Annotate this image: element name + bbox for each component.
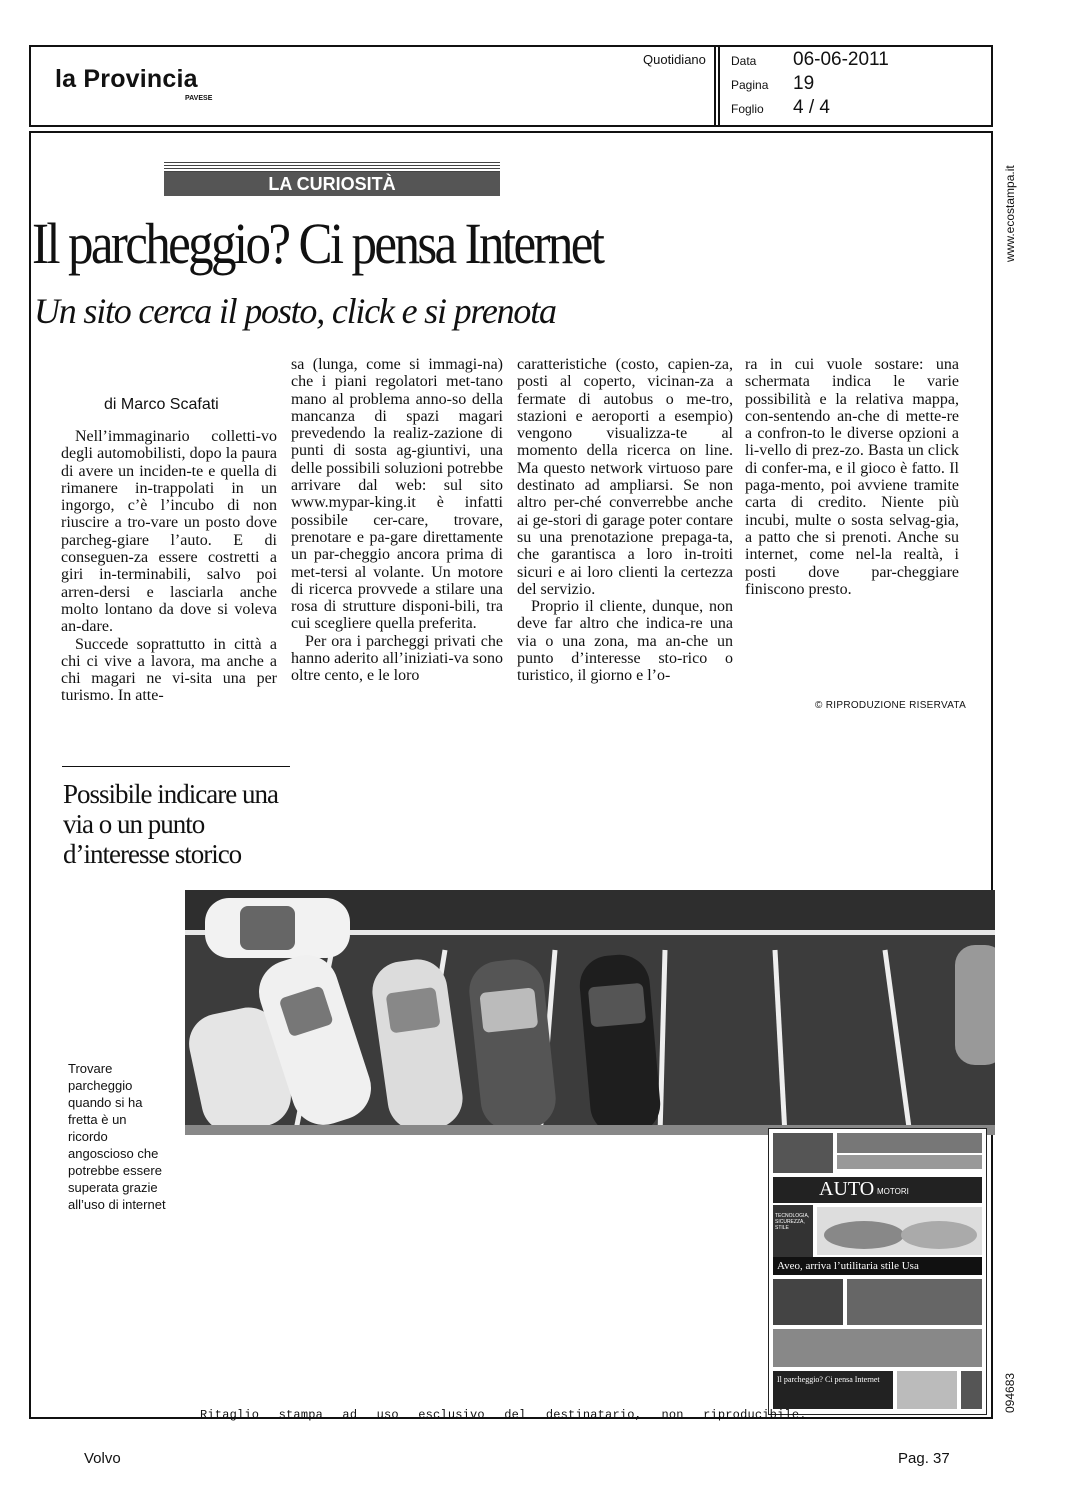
newspaper-logo: la Provincia	[55, 65, 198, 93]
sheet-label: Foglio	[731, 102, 764, 116]
paragraph: sa (lunga, come si immagi-na) che i piani regolatori met-tano mano al problema anno-so della mancanza di spazi magari prevedendo la realiz-zazione di punti di sosta ag-giuntivi, una delle possibili soluzioni potrebbe arrivare dal web: sul sito www.mypar-king.it è infatti possibile cer-care, trovare, prenotare e pa-gare direttamente un par-cheggio ancora prima di met-tersi al volante. Un motore di ricerca provvede a stilare una rosa di strutture disponi-bili, tra cui scegliere quella preferita.	[291, 356, 503, 633]
kicker-text: LA CURIOSITÀ	[260, 174, 403, 194]
column-3	[517, 356, 733, 685]
pull-quote: Possibile indicare una via o un punto d’interesse storico	[63, 779, 278, 869]
column-2	[291, 356, 503, 685]
subhead: Un sito cerca il posto, click e si prenota	[34, 291, 556, 331]
client-name: Volvo	[84, 1450, 121, 1467]
thumbnail-mini-headline: Il parcheggio? Ci pensa Internet	[777, 1375, 880, 1384]
column-4	[745, 356, 959, 598]
kicker	[164, 172, 500, 196]
parking-illustration	[185, 890, 995, 1135]
thumbnail-section: AUTO	[819, 1178, 875, 1200]
parking-photo	[185, 890, 995, 1135]
paragraph: Per ora i parcheggi privati che hanno aderito all’iniziati-va sono oltre cento, e le loro	[291, 632, 503, 685]
thumbnail-section-sub: MOTORI	[877, 1187, 909, 1196]
photo-caption: Trovare parcheggio quando si ha fretta è un ricordo angoscioso che potrebbe essere superata grazie all’uso di internet	[68, 1061, 166, 1212]
paragraph: Proprio il cliente, dunque, non deve far altro che indica-re una via o una zona, ma an-che un punto d’interesse sto-rico o turistico, il giorno e l’o-	[517, 598, 733, 685]
column-1	[61, 428, 277, 722]
thumbnail-side-title: TECNOLOGIA, SICUREZZA, STILE	[775, 1213, 810, 1231]
header-divider	[714, 47, 720, 125]
thumbnail-headline: Aveo, arriva l’utilitaria stile Usa	[777, 1260, 919, 1272]
sheet-value: 4 / 4	[793, 97, 830, 118]
paragraph: ra in cui vuole sostare: una schermata indica le varie possibilità e la relativa mappa, con-sentendo an-che di mette-re a confron-to le diverse opzioni a li-vello di prez-zo. Basta un click di confer-ma, e il gioco è fatto. Il paga-mento, poi avviene tramite carta di credito. Niente più incubi, multe o sosta selvag-gia, a patto che si prenoti. Anche su internet, come nel-la realtà, i posti dove par-cheggiare finiscono presto.	[745, 356, 959, 598]
side-url: www.ecostampa.it	[1003, 165, 1017, 262]
page-thumbnail	[768, 1128, 987, 1415]
page-label: Pagina	[731, 78, 769, 92]
pull-quote-rule	[62, 766, 290, 767]
headline: Il parcheggio? Ci pensa Internet	[32, 211, 603, 276]
side-code: 094683	[1003, 1372, 1017, 1413]
date-label: Data	[731, 54, 757, 68]
paragraph: Nell’immaginario colletti-vo degli automobilisti, dopo la paura di avere un inciden-te e quella di rimanere in-trappolati in un ingorgo, c’è l’incubo di non riuscire a tro-vare un posto dove parcheg-giare l’auto. E di conseguen-za essere costretti a giri in-terminabili, salvo poi arren-dersi e lasciarla anche molto lontano da dove si voleva an-dare.	[61, 428, 277, 636]
byline: di Marco Scafati	[104, 396, 219, 413]
page-value: 19	[793, 73, 815, 94]
paragraph: caratteristiche (costo, capien-za, posti al coperto, vicinan-za a fermate di autobus o me-tro, stazioni e aeroporti a esempio) vengono visualizza-te al momento della ricerca on line. Ma questo network virtuoso pare destinato ad ampliarsi. Se non altro per-ché converrebbe anche ai ge-stori di garage poter contare su una prenotazione prepaga-ta, che garantisca a loro in-troiti sicuri e ai loro clienti la certezza del servizio.	[517, 356, 733, 598]
paragraph: Succede soprattutto in città a chi ci vive a lavora, ma anche a chi magari ne vi-sita una per turismo. In atte-	[61, 635, 277, 705]
newspaper-logo-sub: PAVESE	[185, 95, 213, 102]
date-value: 06-06-2011	[793, 49, 889, 70]
page-number: Pag. 37	[898, 1450, 950, 1467]
footer-note: Ritaglio stampa ad uso esclusivo del destinatario, non riproducibile.	[200, 1408, 807, 1422]
copyright-notice: © RIPRODUZIONE RISERVATA	[815, 700, 967, 711]
publication-type: Quotidiano	[643, 52, 706, 67]
